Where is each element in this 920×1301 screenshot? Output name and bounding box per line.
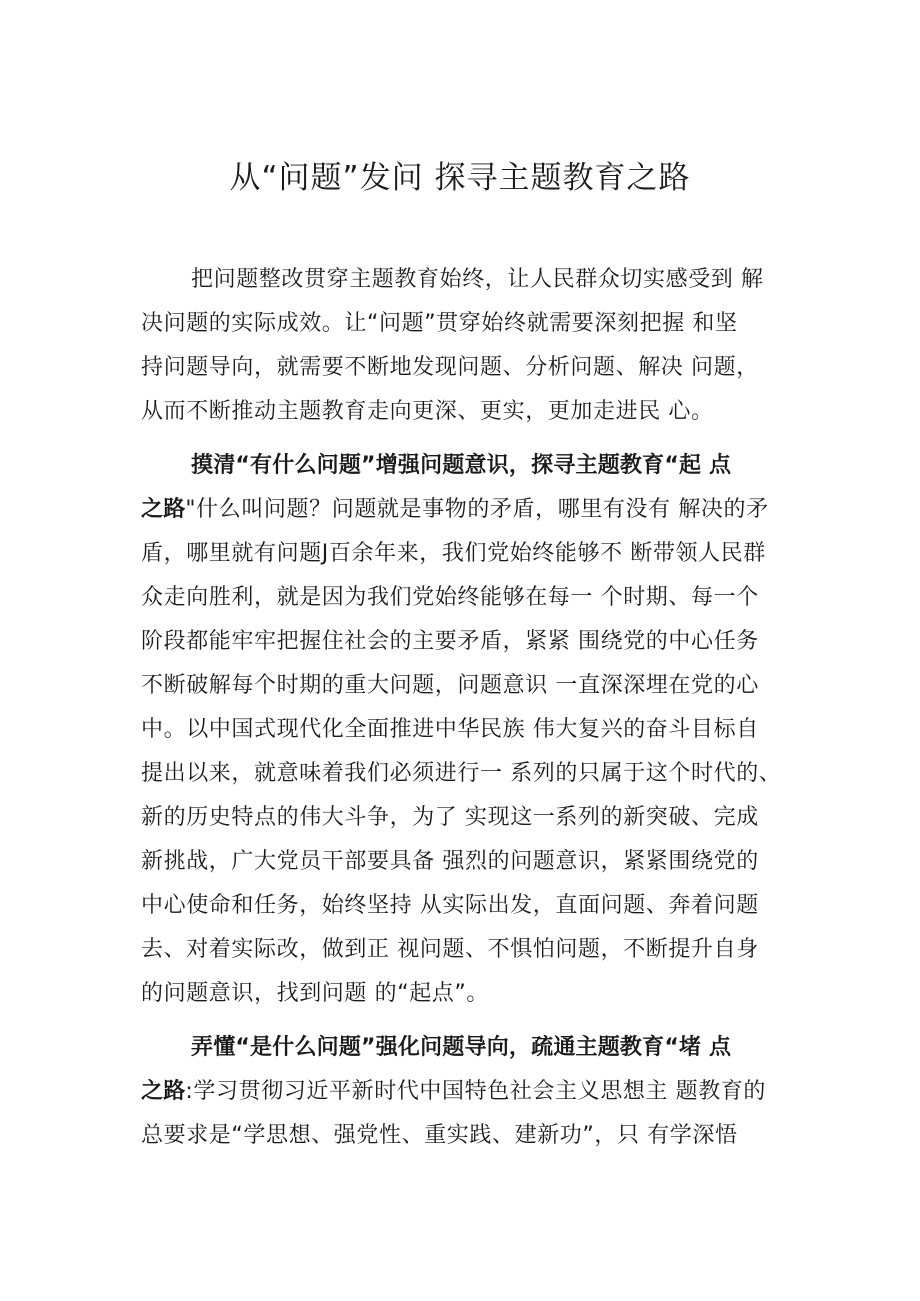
section-heading: 摸清“有什么问题”增强问题意识，探寻主题教育“起 点 [191, 453, 732, 478]
document-title: 从“问题”发问 探寻主题教育之路 [229, 160, 691, 196]
section-heading-tail: 之路 [141, 497, 186, 522]
section-heading-tail: 之路 [141, 1079, 186, 1104]
paragraph-intro [141, 258, 801, 434]
paragraph-line: 中。以中国式现代化全面推进中华民族 伟大复兴的奋斗目标自 [141, 717, 759, 742]
paragraph-line: 总要求是“学思想、强党性、重实践、建新功”，只 有学深悟 [141, 1123, 738, 1148]
section-heading: 弄懂“是什么问题”强化问题导向，疏通主题教育“堵 点 [191, 1035, 732, 1060]
paragraph-section-1 [141, 444, 801, 1016]
paragraph-line: 从而不断推动主题教育走向更深、更实，更加走进民 心。 [141, 399, 714, 424]
paragraph-text: "什么叫问题？问题就是事物的矛盾，哪里有没有 解决的矛 [185, 497, 769, 522]
paragraph-line [141, 488, 801, 532]
paragraph-line: 去、对着实际改，做到正 视问题、不惧怕问题，不断提升自身 [141, 937, 759, 962]
paragraph-line: 阶段都能牢牢把握住社会的主要矛盾，紧紧 围绕党的中心任务 [141, 629, 759, 654]
paragraph-line: 中心使命和任务，始终坚持 从实际出发，直面问题、奔着问题 [141, 893, 759, 918]
paragraph-line: 把问题整改贯穿主题教育始终，让人民群众切实感受到 解 [191, 267, 764, 292]
document-body [141, 258, 801, 1168]
paragraph-section-2 [141, 1026, 801, 1158]
paragraph-line: 众走向胜利，就是因为我们党始终能够在每一 个时期、每一个 [141, 585, 759, 610]
paragraph-line [141, 1070, 801, 1114]
paragraph-line: 不断破解每个时期的重大问题，问题意识 一直深深埋在党的心 [141, 673, 759, 698]
paragraph-line: 的问题意识，找到问题 的“起点”。 [141, 981, 489, 1006]
paragraph-text: :学习贯彻习近平新时代中国特色社会主义思想主 题教育的 [185, 1079, 767, 1104]
paragraph-line: 决问题的实际成效。让“问题”贯穿始终就需要深刻把握 和坚 [141, 311, 738, 336]
paragraph-line: 提出以来，就意味着我们必须进行一 系列的只属于这个时代的、 [141, 761, 782, 786]
paragraph-line: 持问题导向，就需要不断地发现问题、分析问题、解决 问题， [141, 355, 759, 380]
paragraph-line: 新的历史特点的伟大斗争，为了 实现这一系列的新突破、完成 [141, 805, 759, 830]
paragraph-line: 盾，哪里就有问题J百余年来，我们党始终能够不 断带领人民群 [141, 541, 766, 566]
paragraph-line: 新挑战，广大党员干部要具备 强烈的问题意识，紧紧围绕党的 [141, 849, 759, 874]
